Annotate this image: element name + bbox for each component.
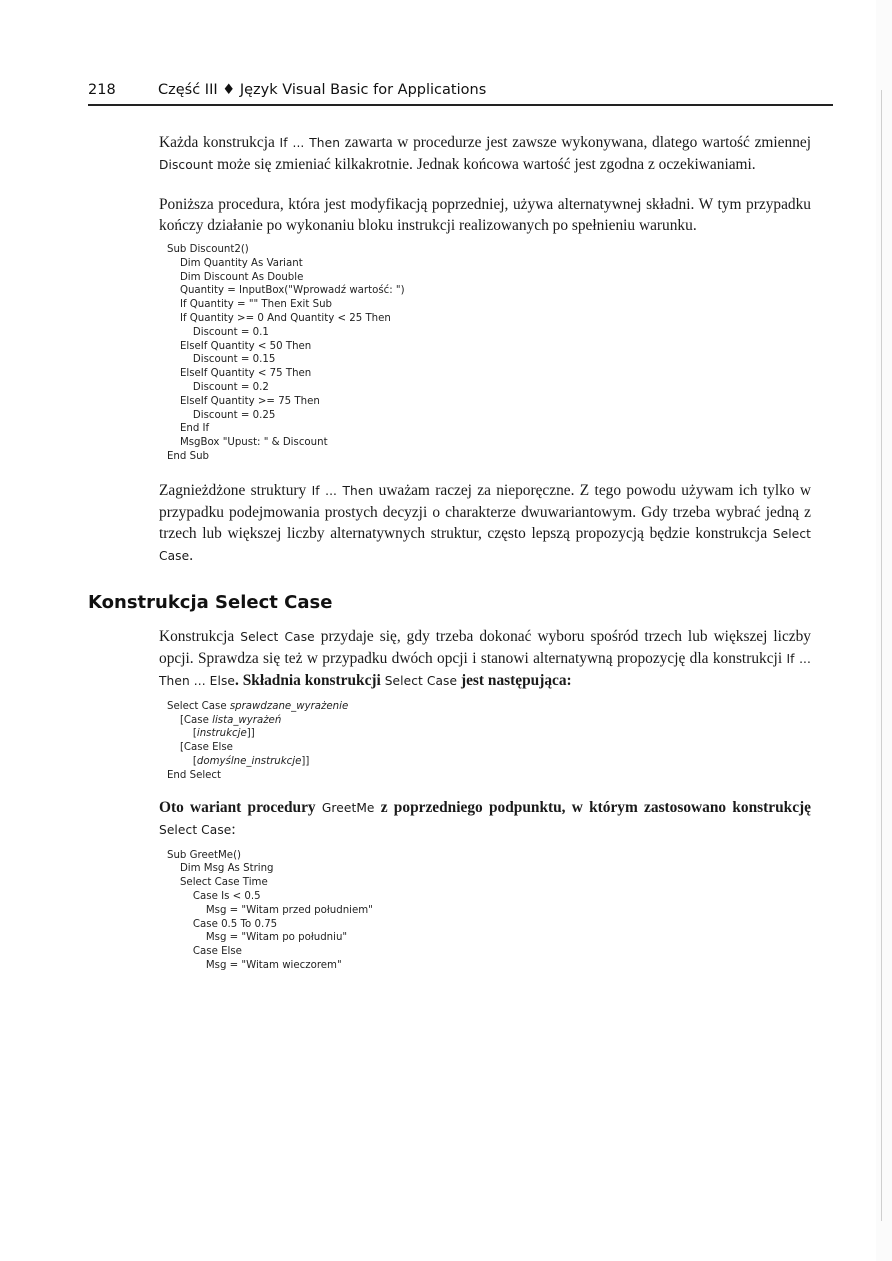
inline-code: If ... Then — [279, 136, 341, 150]
code-line: ElseIf Quantity < 50 Then — [167, 340, 312, 352]
syntax-line: End Select — [167, 769, 222, 781]
paragraph-5-text: : — [231, 820, 236, 838]
scan-line — [881, 90, 882, 1221]
paragraph-4-text: Konstrukcja — [159, 627, 235, 645]
paragraph-5-text: z poprzedniego podpunktu, w którym zastosowano konstrukcję — [380, 798, 811, 816]
code-line: Msg = "Witam wieczorem" — [167, 959, 342, 971]
code-line: End If — [167, 423, 210, 435]
syntax-line — [167, 727, 832, 741]
paragraph-3-text: . — [189, 546, 194, 564]
paragraph-4 — [159, 626, 811, 692]
code-line: If Quantity = "" Then Exit Sub — [167, 299, 332, 311]
code-line: Case Else — [167, 946, 242, 958]
code-line: Msg = "Witam przed południem" — [167, 904, 373, 916]
code-line: MsgBox "Upust: " & Discount — [167, 437, 328, 449]
page-number: 218 — [88, 82, 116, 98]
code-line: Msg = "Witam po południu" — [167, 932, 348, 944]
header-rule — [88, 104, 833, 106]
code-line: Discount = 0.15 — [167, 354, 276, 366]
syntax-placeholder: domyślne_instrukcje — [196, 755, 302, 767]
paragraph-5 — [159, 797, 811, 841]
section-heading: Konstrukcja Select Case — [88, 591, 333, 613]
paragraph-1-text: Każda konstrukcja — [159, 134, 275, 151]
inline-code: GreetMe — [321, 800, 375, 815]
code-line: ElseIf Quantity >= 75 Then — [167, 395, 320, 407]
syntax-placeholder: sprawdzane_wyrażenie — [229, 700, 349, 712]
code-line: Select Case Time — [167, 877, 268, 889]
code-line: Discount = 0.1 — [167, 326, 269, 338]
page-body — [88, 112, 832, 973]
inline-code: If ... Then — [311, 483, 374, 498]
syntax-placeholder: instrukcje — [196, 728, 247, 740]
syntax-bracket: [ — [167, 728, 197, 740]
paragraph-4-text: jest następująca: — [460, 671, 572, 689]
code-line: Quantity = InputBox("Wprowadź wartość: ") — [167, 285, 405, 297]
code-line: End Sub — [167, 450, 209, 462]
paragraph-4-text: . Składnia konstrukcji — [235, 671, 381, 689]
code-line: Dim Quantity As Variant — [167, 257, 303, 269]
scan-edge — [876, 0, 892, 1261]
syntax-bracket: [ — [167, 755, 197, 767]
inline-code: Select Case — [159, 526, 811, 563]
paragraph-1 — [159, 132, 811, 176]
syntax-bracket: ]] — [301, 755, 310, 767]
code-line: Case Is < 0.5 — [167, 890, 261, 902]
syntax-line — [167, 700, 832, 714]
running-title: Część III ♦ Język Visual Basic for Applications — [158, 82, 487, 98]
syntax-keyword: [Case — [167, 714, 213, 726]
code-line: Discount = 0.2 — [167, 381, 269, 393]
inline-code: Select Case — [384, 673, 458, 688]
inline-code: Select Case — [159, 822, 232, 837]
code-block-discount2 — [167, 243, 832, 464]
syntax-line — [167, 714, 832, 728]
paragraph-1-text: może się zmieniać kilkakrotnie. Jednak końcowa wartość jest zgodna z oczekiwaniami. — [217, 156, 756, 173]
paragraph-2: Poniższa procedura, która jest modyfikacją poprzedniej, używa alternatywnej składni. W tym przypadku kończy działanie po wykonaniu bloku instrukcji realizowanych po spełnieniu warunku. — [159, 196, 811, 234]
code-line: Discount = 0.25 — [167, 409, 276, 421]
code-line: If Quantity >= 0 And Quantity < 25 Then — [167, 312, 391, 324]
paragraph-1-text: zawarta w procedurze jest zawsze wykonywana, dlatego wartość zmiennej — [344, 134, 811, 151]
syntax-placeholder: lista_wyrażeń — [212, 714, 282, 726]
code-line: ElseIf Quantity < 75 Then — [167, 368, 312, 380]
paragraph-4-text: przydaje się, gdy trzeba dokonać wyboru spośród trzech lub większej liczby opcji. Sprawdza się też w przypadku dwóch opcji i stanowi alternatywną propozycję dla konstrukcji — [159, 627, 812, 667]
code-line: Sub Discount2() — [167, 244, 249, 255]
inline-code: Discount — [159, 158, 214, 172]
syntax-block — [167, 700, 832, 783]
syntax-keyword: Select Case — [167, 700, 230, 712]
paragraph-3-text: Zagnieżdżone struktury — [159, 481, 307, 499]
inline-code: If ... Then ... Else — [159, 651, 811, 688]
paragraph-3-text: uważam raczej za nieporęczne. Z tego powodu używam ich tylko w przypadku podejmowania prostych decyzji o charakterze dwuwariantowym. Gdy trzeba wybrać jedną z trzech lub większej liczby alternatywnych struktur, często lepszą propozycją będzie konstrukcja — [159, 481, 811, 542]
code-line: Case 0.5 To 0.75 — [167, 918, 278, 930]
paragraph-3 — [159, 480, 811, 567]
page-header — [88, 82, 832, 102]
code-block-greetme — [167, 849, 832, 973]
syntax-line: [Case Else — [167, 742, 233, 754]
paragraph-5-text: Oto wariant procedury — [159, 798, 316, 816]
code-line: Dim Msg As String — [167, 863, 274, 875]
inline-code: Select Case — [240, 629, 315, 644]
syntax-bracket: ]] — [246, 728, 255, 740]
code-line: Dim Discount As Double — [167, 271, 304, 283]
code-line: Sub GreetMe() — [167, 849, 242, 861]
syntax-line — [167, 755, 832, 769]
